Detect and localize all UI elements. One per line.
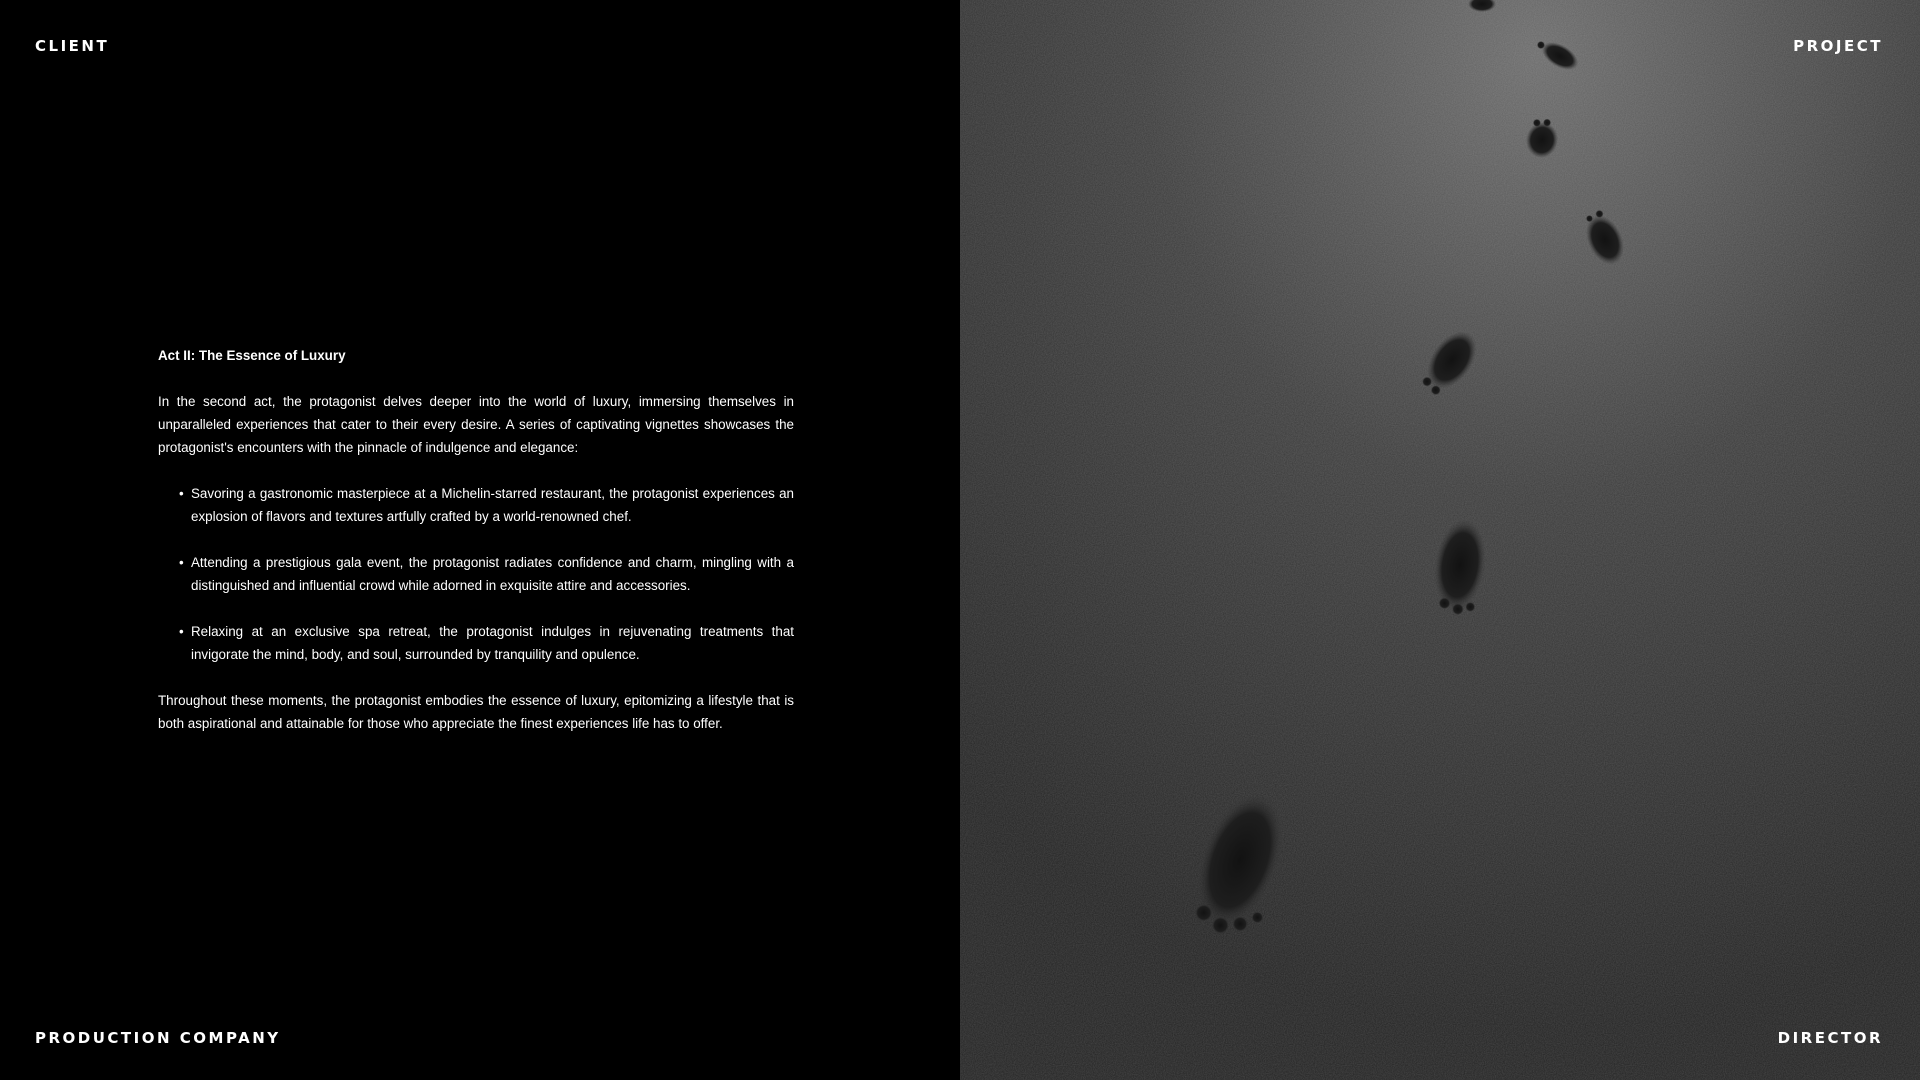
list-item-text: Savoring a gastronomic masterpiece at a Michelin-starred restaurant, the protagonist experiences an explosion of flavors and textures artfully crafted by a world-renowned chef. bbox=[191, 486, 794, 524]
closing-paragraph: Throughout these moments, the protagonist embodies the essence of luxury, epitomizing a lifestyle that is both aspirational and attainable for those who appreciate the finest experiences life has to offer. bbox=[158, 693, 794, 731]
list-item-text: Relaxing at an exclusive spa retreat, the protagonist indulges in rejuvenating treatments that invigorate the mind, body, and soul, surrounded by tranquility and opulence. bbox=[191, 624, 794, 662]
production-company-label: PRODUCTION COMPANY bbox=[35, 1029, 281, 1047]
act-description bbox=[158, 344, 794, 758]
list-item bbox=[158, 620, 794, 666]
project-label: PROJECT bbox=[1793, 37, 1883, 55]
list-item-text: Attending a prestigious gala event, the protagonist radiates confidence and charm, mingling with a distinguished and influential crowd while adorned in exquisite attire and accessories. bbox=[191, 555, 794, 593]
vignette-list bbox=[158, 482, 794, 666]
director-label: DIRECTOR bbox=[1777, 1029, 1883, 1047]
list-item bbox=[158, 551, 794, 597]
footprints-in-sand-image bbox=[960, 0, 1920, 1080]
client-label: CLIENT bbox=[35, 37, 110, 55]
intro-paragraph: In the second act, the protagonist delves deeper into the world of luxury, immersing themselves in unparalleled experiences that cater to their every desire. A series of captivating vignettes showcases the protagonist's encounters with the pinnacle of indulgence and elegance: bbox=[158, 394, 794, 455]
bullet-icon: • bbox=[179, 555, 184, 570]
bullet-icon: • bbox=[179, 624, 184, 639]
bullet-icon: • bbox=[179, 486, 184, 501]
act-heading: Act II: The Essence of Luxury bbox=[158, 348, 346, 363]
footprints-photo bbox=[960, 0, 1920, 1080]
list-item bbox=[158, 482, 794, 528]
